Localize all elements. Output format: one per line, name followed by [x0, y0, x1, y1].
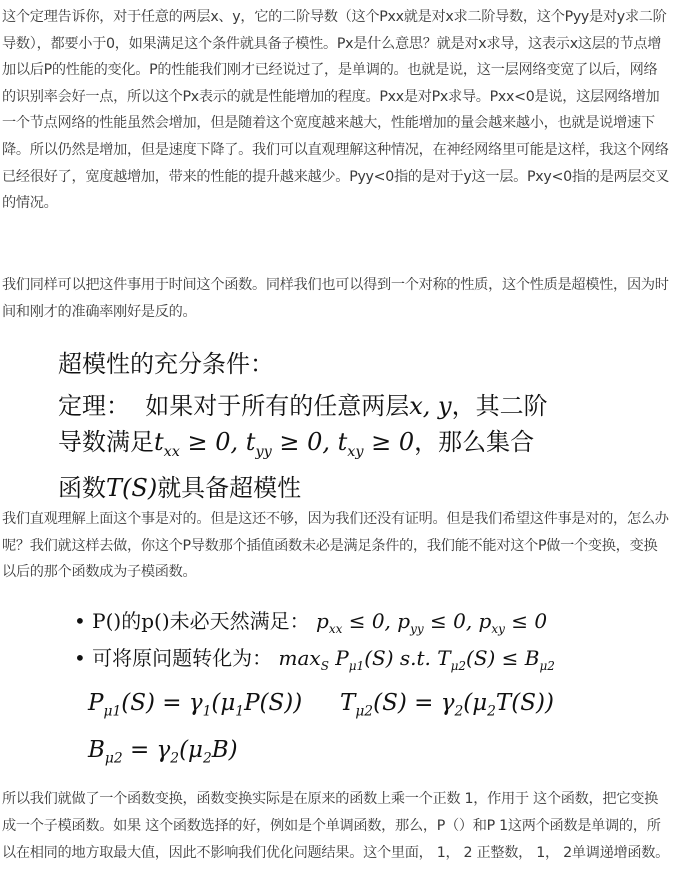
bullet-1: • P()的p()未必天然满足： $p_{xx} \le 0$, $p_{yy} \le 0$, $p_{xy} \le 0$ [74, 609, 548, 636]
theorem-line-3 [58, 470, 548, 506]
bullet-1-formula: $p_{xx} \le 0$, $p_{yy} \le 0$, $p_{xy} \le 0$ [316, 609, 548, 636]
theorem-conditions: $t_{xx} \ge 0$, $t_{yy} \ge 0$, $t_{xy} \ge 0$ [154, 428, 415, 460]
theorem-text-4: ，那么集合 [414, 428, 535, 456]
theorem-text-6: 就具备超模性 [157, 473, 302, 502]
theorem-text-3: 导数满足 [58, 428, 154, 456]
theorem-label: 定理： [58, 392, 130, 420]
bullet-2-text: 可将原问题转化为： [92, 646, 273, 670]
theorem-block [58, 388, 548, 506]
theorem-text-5: 函数 [58, 473, 106, 502]
paragraph-4: 所以我们就做了一个函数变换，函数变换实际是在原来的函数上乘一个正数 1，作用于 这个函数，把它变换成一个子模函数。如果 这个函数选择的好，例如是个单调函数，那么，P（）和P 1这两个函数是单调的，所以在相同的地方取最大值，因此不影响我们优化问题结果。这个里面， 1， 2 正整数， 1， 2单调递增函数。 [2, 791, 670, 861]
theorem-text-1: 如果对于所有的任意两层 [145, 392, 410, 420]
bullet-1-text: P()的p()未必天然满足： [92, 609, 310, 633]
slide1-title: 超模性的充分条件： [58, 350, 274, 378]
theorem-vars: x, y [409, 392, 452, 420]
paragraph-1: 这个定理告诉你，对于任意的两层x、y，它的二阶导数（这个Pxx就是对x求二阶导数，这个Pyy是对y求二阶导数），都要小于0，如果满足这个条件就具备子模性。Px是什么意思？就是对x求导，这表示x这层的节点增加以后P的性能的变化。P的性能我们刚才已经说过了，是单调的。也就是说，这一层网络变宽了以后，网络的识别率会好一点，所以这个Px表示的就是性能增加的程度。Pxx是对Px求导。Pxx<0是说，这层网络增加一个节点网络的性能虽然会增加，但是随着这个宽度越来越大，性能增加的量会越来越小，也就是说增速下降。所以仍然是增加，但是速度下降了。我们可以直观理解这种情况，在神经网络里可能是这样，我这个网络已经很好了，宽度越增加，带来的性能的提升越来越少。Pyy<0指的是对于y这一层。Pxy<0指的是两层交叉的情况。 [2, 9, 670, 212]
equation-p-mu1: $P_{\mu 1}(S) = \gamma_1(\mu_1P(S))$ [88, 690, 303, 720]
equation-t-mu2: $T_{\mu 2}(S) = \gamma_2(\mu_2T(S))$ [340, 690, 554, 720]
theorem-text-2: ，其二阶 [451, 392, 548, 420]
bullet-2: • 可将原问题转化为： $\max_S P_{\mu 1}(S)$ s.t. $T_{\mu 2}(S) \le B_{\mu 2}$ [74, 646, 555, 673]
equation-b-mu2: $B_{\mu 2} = \gamma_2(\mu_2B)$ [88, 737, 238, 767]
theorem-line-2 [58, 424, 548, 470]
paragraph-3: 我们直观理解上面这个事是对的。但是这还不够，因为我们还没有证明。但是我们希望这件事是对的，怎么办呢？我们就这样去做，你这个P导数那个插值函数未必是满足条件的，我们能不能对这个P做一个变换，变换以后的那个函数成为子模函数。 [2, 511, 669, 581]
theorem-function: T(S) [106, 473, 158, 502]
bullet-2-formula: $\max_S P_{\mu 1}(S)$ s.t. $T_{\mu 2}(S) \le B_{\mu 2}$ [278, 646, 555, 673]
theorem-line-1 [58, 388, 548, 424]
paragraph-2: 我们同样可以把这件事用于时间这个函数。同样我们也可以得到一个对称的性质，这个性质是超模性，因为时间和刚才的准确率刚好是反的。 [2, 277, 669, 320]
